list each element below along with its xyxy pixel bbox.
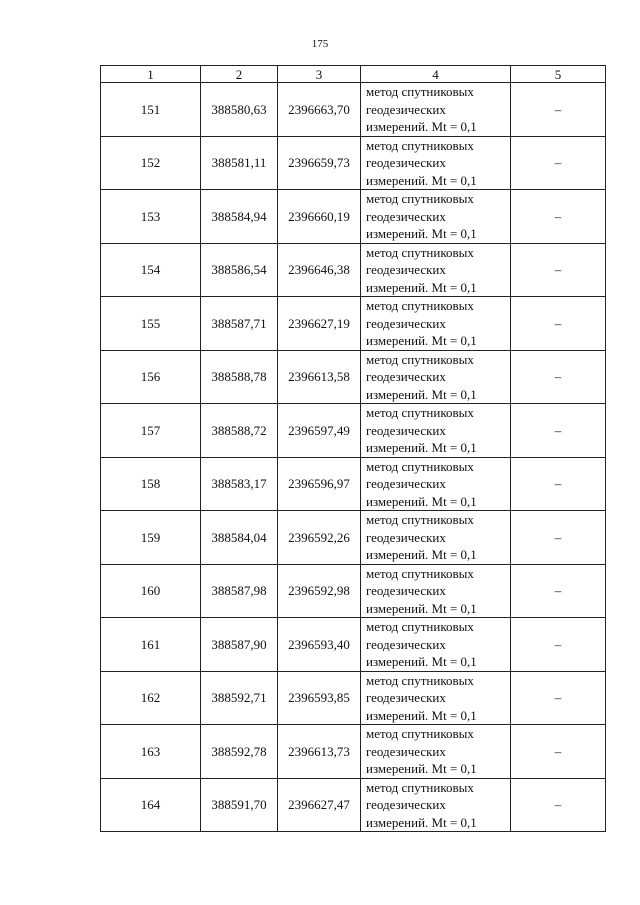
method-line: метод спутниковых bbox=[366, 458, 474, 474]
header-col-1: 1 bbox=[101, 66, 201, 83]
header-col-4: 4 bbox=[361, 66, 511, 83]
method-line: измерений. Mt = 0,1 bbox=[366, 814, 477, 830]
method-line: измерений. Mt = 0,1 bbox=[366, 493, 477, 509]
method-line: метод спутниковых bbox=[366, 298, 474, 313]
note-cell: – bbox=[511, 725, 606, 779]
point-number-cell: 162 bbox=[101, 671, 201, 725]
y-coordinate-cell: 2396627,47 bbox=[278, 778, 361, 832]
note-cell: – bbox=[511, 404, 606, 458]
point-number-cell: 154 bbox=[101, 243, 201, 297]
method-line: измерений. Mt = 0,1 bbox=[366, 761, 477, 776]
method-line: измерений. Mt = 0,1 bbox=[366, 172, 477, 188]
method-line: метод спутниковых bbox=[366, 244, 474, 260]
method-cell bbox=[361, 243, 511, 297]
method-line: геодезических bbox=[366, 208, 446, 224]
x-coordinate-cell: 388587,90 bbox=[201, 618, 278, 672]
page-number: 175 bbox=[311, 38, 329, 50]
point-number-cell: 161 bbox=[101, 618, 201, 672]
table-row bbox=[101, 297, 606, 351]
note-cell: – bbox=[511, 778, 606, 832]
method-line: геодезических bbox=[366, 262, 446, 277]
table-header bbox=[101, 66, 606, 83]
method-cell bbox=[361, 83, 511, 137]
point-number-cell: 153 bbox=[101, 190, 201, 244]
method-line: геодезических bbox=[366, 529, 446, 545]
method-line: геодезических bbox=[366, 636, 446, 652]
method-line: геодезических bbox=[366, 476, 446, 491]
method-cell bbox=[361, 778, 511, 832]
point-number-cell: 155 bbox=[101, 297, 201, 351]
method-line: метод спутниковых bbox=[366, 191, 474, 206]
point-number-cell: 164 bbox=[101, 778, 201, 832]
method-cell bbox=[361, 671, 511, 725]
y-coordinate-cell: 2396597,49 bbox=[278, 404, 361, 458]
method-line: измерений. Mt = 0,1 bbox=[366, 333, 477, 348]
method-cell bbox=[361, 618, 511, 672]
note-cell: – bbox=[511, 618, 606, 672]
x-coordinate-cell: 388586,54 bbox=[201, 243, 278, 297]
method-line: метод спутниковых bbox=[366, 779, 474, 795]
x-coordinate-cell: 388592,78 bbox=[201, 725, 278, 779]
table-row bbox=[101, 404, 606, 458]
coordinates-table bbox=[100, 65, 606, 832]
method-line: геодезических bbox=[366, 797, 446, 812]
method-line: метод спутниковых bbox=[366, 619, 474, 634]
method-line: геодезических bbox=[366, 690, 446, 705]
y-coordinate-cell: 2396663,70 bbox=[278, 83, 361, 137]
note-cell: – bbox=[511, 136, 606, 190]
y-coordinate-cell: 2396592,26 bbox=[278, 511, 361, 565]
method-line: метод спутниковых bbox=[366, 405, 474, 420]
x-coordinate-cell: 388588,72 bbox=[201, 404, 278, 458]
note-cell: – bbox=[511, 350, 606, 404]
table-row bbox=[101, 778, 606, 832]
y-coordinate-cell: 2396660,19 bbox=[278, 190, 361, 244]
y-coordinate-cell: 2396596,97 bbox=[278, 457, 361, 511]
note-cell: – bbox=[511, 243, 606, 297]
header-col-3: 3 bbox=[278, 66, 361, 83]
x-coordinate-cell: 388592,71 bbox=[201, 671, 278, 725]
note-cell: – bbox=[511, 671, 606, 725]
point-number-cell: 151 bbox=[101, 83, 201, 137]
method-line: измерений. Mt = 0,1 bbox=[366, 226, 477, 241]
y-coordinate-cell: 2396593,40 bbox=[278, 618, 361, 672]
method-cell bbox=[361, 350, 511, 404]
method-line: измерений. Mt = 0,1 bbox=[366, 440, 477, 455]
method-cell bbox=[361, 136, 511, 190]
note-cell: – bbox=[511, 564, 606, 618]
method-line: измерений. Mt = 0,1 bbox=[366, 279, 477, 295]
table-row bbox=[101, 243, 606, 297]
point-number-cell: 159 bbox=[101, 511, 201, 565]
method-line: метод спутниковых bbox=[366, 137, 474, 153]
method-line: измерений. Mt = 0,1 bbox=[366, 386, 477, 402]
note-cell: – bbox=[511, 457, 606, 511]
point-number-cell: 158 bbox=[101, 457, 201, 511]
method-cell bbox=[361, 297, 511, 351]
note-cell: – bbox=[511, 511, 606, 565]
method-line: геодезических bbox=[366, 101, 446, 117]
x-coordinate-cell: 388580,63 bbox=[201, 83, 278, 137]
method-line: метод спутниковых bbox=[366, 351, 474, 367]
table-row bbox=[101, 564, 606, 618]
header-col-2: 2 bbox=[201, 66, 278, 83]
method-line: геодезических bbox=[366, 422, 446, 438]
table-row bbox=[101, 671, 606, 725]
point-number-cell: 160 bbox=[101, 564, 201, 618]
point-number-cell: 152 bbox=[101, 136, 201, 190]
method-line: метод спутниковых bbox=[366, 565, 474, 581]
method-line: метод спутниковых bbox=[366, 726, 474, 741]
method-line: метод спутниковых bbox=[366, 84, 474, 99]
method-line: метод спутниковых bbox=[366, 672, 474, 688]
y-coordinate-cell: 2396627,19 bbox=[278, 297, 361, 351]
method-line: измерений. Mt = 0,1 bbox=[366, 600, 477, 616]
table-row bbox=[101, 511, 606, 565]
y-coordinate-cell: 2396646,38 bbox=[278, 243, 361, 297]
header-row bbox=[101, 66, 606, 83]
method-line: геодезических bbox=[366, 369, 446, 384]
table-row bbox=[101, 457, 606, 511]
x-coordinate-cell: 388581,11 bbox=[201, 136, 278, 190]
header-col-5: 5 bbox=[511, 66, 606, 83]
x-coordinate-cell: 388587,98 bbox=[201, 564, 278, 618]
y-coordinate-cell: 2396592,98 bbox=[278, 564, 361, 618]
note-cell: – bbox=[511, 297, 606, 351]
method-cell bbox=[361, 511, 511, 565]
x-coordinate-cell: 388584,94 bbox=[201, 190, 278, 244]
table-row bbox=[101, 618, 606, 672]
x-coordinate-cell: 388588,78 bbox=[201, 350, 278, 404]
x-coordinate-cell: 388583,17 bbox=[201, 457, 278, 511]
point-number-cell: 163 bbox=[101, 725, 201, 779]
method-line: измерений. Mt = 0,1 bbox=[366, 119, 477, 134]
method-cell bbox=[361, 457, 511, 511]
y-coordinate-cell: 2396659,73 bbox=[278, 136, 361, 190]
method-line: геодезических bbox=[366, 583, 446, 598]
method-cell bbox=[361, 564, 511, 618]
table-row bbox=[101, 190, 606, 244]
note-cell: – bbox=[511, 83, 606, 137]
y-coordinate-cell: 2396593,85 bbox=[278, 671, 361, 725]
table-row bbox=[101, 725, 606, 779]
table-row bbox=[101, 83, 606, 137]
x-coordinate-cell: 388587,71 bbox=[201, 297, 278, 351]
y-coordinate-cell: 2396613,58 bbox=[278, 350, 361, 404]
method-line: измерений. Mt = 0,1 bbox=[366, 707, 477, 723]
table-row bbox=[101, 136, 606, 190]
method-line: измерений. Mt = 0,1 bbox=[366, 547, 477, 562]
method-line: геодезических bbox=[366, 315, 446, 331]
x-coordinate-cell: 388584,04 bbox=[201, 511, 278, 565]
method-cell bbox=[361, 190, 511, 244]
method-line: геодезических bbox=[366, 155, 446, 170]
note-cell: – bbox=[511, 190, 606, 244]
point-number-cell: 157 bbox=[101, 404, 201, 458]
y-coordinate-cell: 2396613,73 bbox=[278, 725, 361, 779]
method-cell bbox=[361, 404, 511, 458]
table-body bbox=[101, 83, 606, 832]
x-coordinate-cell: 388591,70 bbox=[201, 778, 278, 832]
method-line: измерений. Mt = 0,1 bbox=[366, 654, 477, 669]
method-line: метод спутниковых bbox=[366, 512, 474, 527]
method-line: геодезических bbox=[366, 743, 446, 759]
point-number-cell: 156 bbox=[101, 350, 201, 404]
table-row bbox=[101, 350, 606, 404]
method-cell bbox=[361, 725, 511, 779]
